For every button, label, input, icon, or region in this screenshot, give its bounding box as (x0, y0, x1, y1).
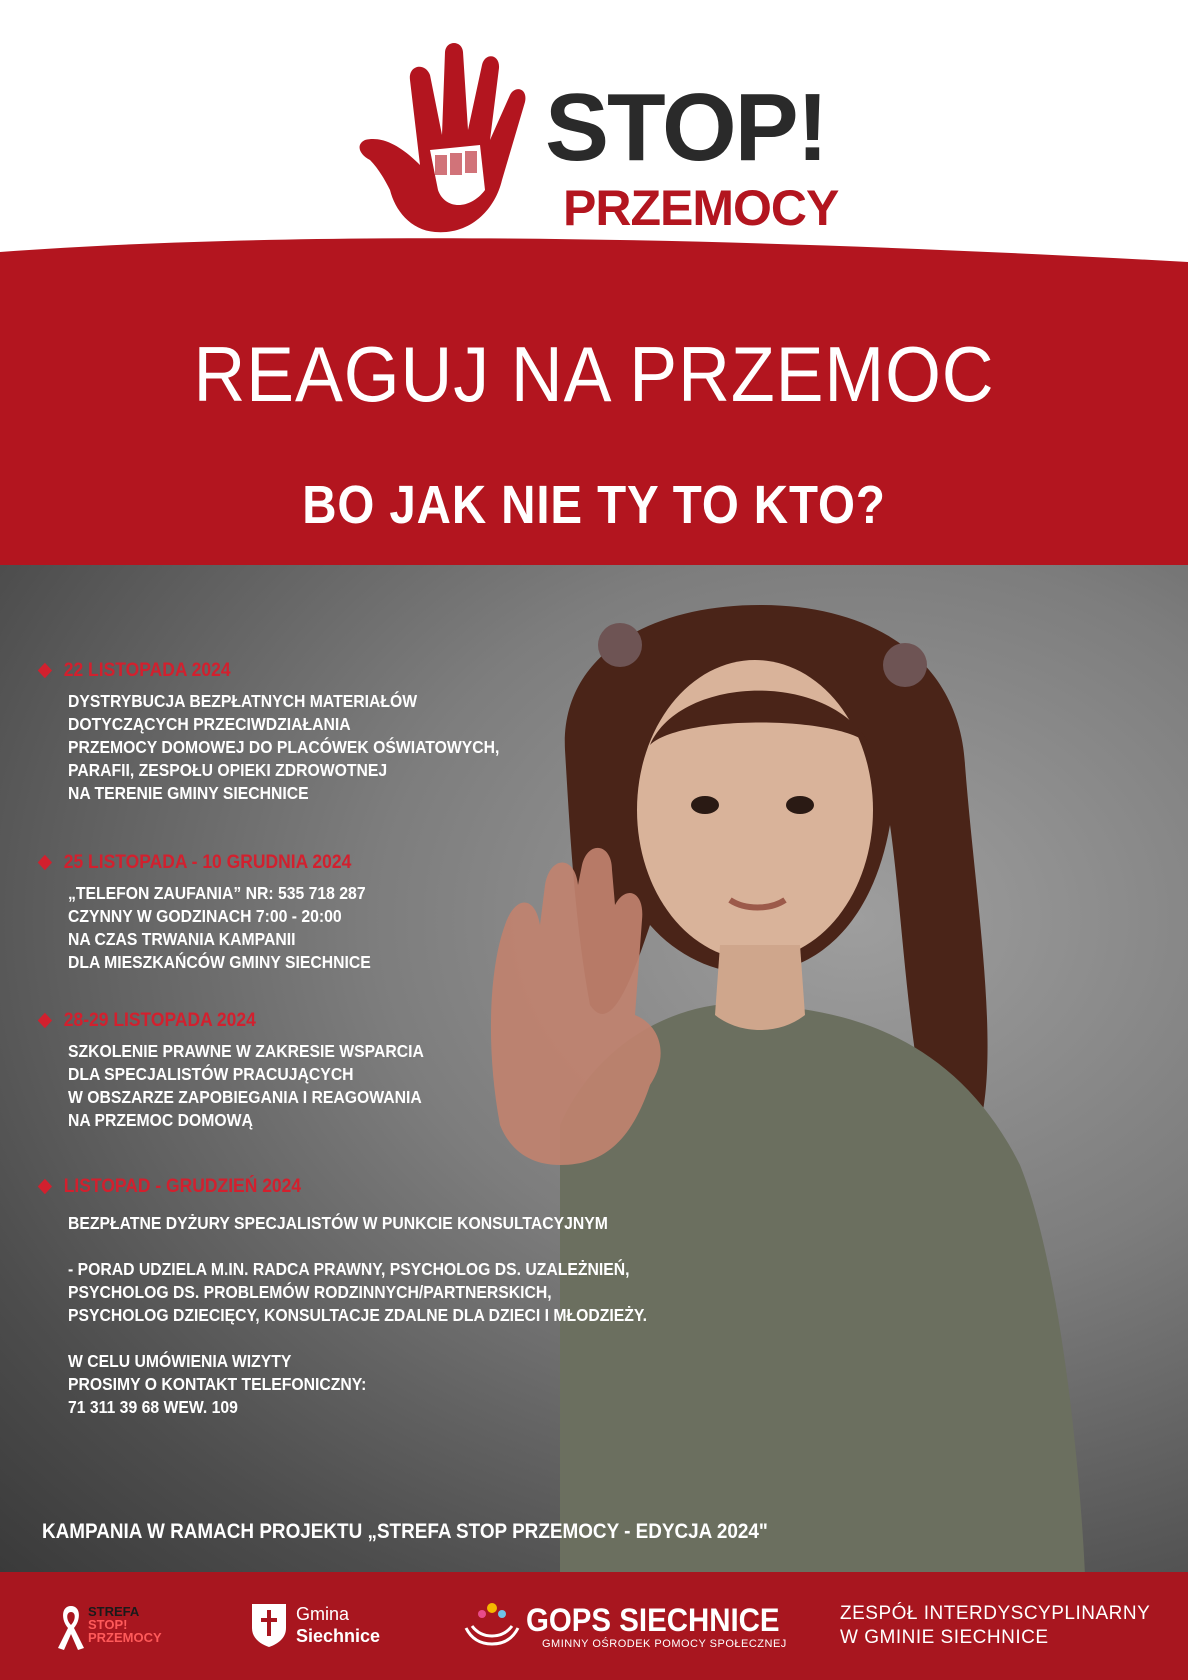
event-line: NA PRZEMOC DOMOWĄ (68, 1110, 253, 1130)
hand-with-fist-icon (350, 40, 540, 240)
event-date: 22 LISTOPADA 2024 (38, 660, 498, 682)
strefa-stop-przemocy-logo (56, 1602, 166, 1652)
event-date: 25 LISTOPADA - 10 GRUDNIA 2024 (38, 852, 406, 874)
event-line: SZKOLENIE PRAWNE W ZAKRESIE WSPARCIA (68, 1041, 424, 1061)
event-date: 28-29 LISTOPADA 2024 (38, 1010, 424, 1032)
headline: REAGUJ NA PRZEMOC (193, 330, 995, 418)
stop-przemocy-logo (350, 40, 870, 260)
gops-siechnice-logo (462, 1598, 787, 1658)
event-date: LISTOPAD - GRUDZIEŃ 2024 (38, 1176, 627, 1198)
diamond-bullet-icon (38, 1179, 52, 1195)
event-line: NA TERENIE GMINY SIECHNICE (68, 783, 309, 803)
coat-of-arms-icon (250, 1602, 288, 1648)
diamond-bullet-icon (38, 663, 52, 679)
event-item (38, 660, 538, 805)
awareness-ribbon-icon (56, 1602, 86, 1652)
zespol-interdyscyplinarny (840, 1602, 1160, 1650)
event-item (38, 852, 438, 974)
gmina-label: Gmina (296, 1604, 350, 1624)
event-description (68, 690, 538, 805)
contact-phone: 71 311 39 68 WEW. 109 (68, 1397, 238, 1417)
subheadline: BO JAK NIE TY TO KTO? (302, 475, 886, 535)
event-item (38, 1010, 458, 1132)
siechnice-label: Siechnice (296, 1626, 381, 1646)
strefa-przemocy-label: PRZEMOCY (88, 1630, 162, 1645)
event-line: - PORAD UDZIELA M.IN. RADCA PRAWNY, PSYCHOLOG DS. UZALEŻNIEŃ, (68, 1259, 630, 1279)
contact-line: PROSIMY O KONTAKT TELEFONICZNY: (68, 1374, 367, 1394)
gops-name: GOPS SIECHNICE (526, 1602, 780, 1638)
event-line: NA CZAS TRWANIA KAMPANII (68, 929, 296, 949)
event-line: DLA SPECJALISTÓW PRACUJĄCYCH (68, 1064, 354, 1084)
campaign-note: KAMPANIA W RAMACH PROJEKTU „STREFA STOP PRZEMOCY - EDYCJA 2024" (42, 1520, 768, 1543)
gops-subtitle: GMINNY OŚRODEK POMOCY SPOŁECZNEJ (542, 1638, 787, 1650)
gmina-siechnice-logo (250, 1602, 410, 1652)
event-line: DLA MIESZKAŃCÓW GMINY SIECHNICE (68, 952, 371, 972)
diamond-bullet-icon (38, 1013, 52, 1029)
event-line: DOTYCZĄCYCH PRZECIWDZIAŁANIA (68, 714, 351, 734)
footer-partners (0, 1572, 1188, 1680)
event-description (68, 1040, 458, 1132)
event-description (68, 882, 438, 974)
event-line: PRZEMOCY DOMOWEJ DO PLACÓWEK OŚWIATOWYCH, (68, 737, 500, 757)
event-line: PSYCHOLOG DZIECIĘCY, KONSULTACJE ZDALNE DLA DZIECI I MŁODZIEŻY. (68, 1305, 647, 1325)
event-line: „TELEFON ZAUFANIA” NR: 535 718 287 (68, 883, 366, 903)
event-line: CZYNNY W GODZINACH 7:00 - 20:00 (68, 906, 342, 926)
event-item (38, 1176, 678, 1419)
strefa-stop-label: STOP! (88, 1617, 128, 1632)
logo-przemocy-text: PRZEMOCY (563, 180, 839, 236)
event-description (68, 1212, 678, 1419)
event-line: BEZPŁATNE DYŻURY SPECJALISTÓW W PUNKCIE KONSULTACYJNYM (68, 1213, 608, 1233)
event-line: W OBSZARZE ZAPOBIEGANIA I REAGOWANIA (68, 1087, 422, 1107)
event-line: PSYCHOLOG DS. PROBLEMÓW RODZINNYCH/PARTNERSKICH, (68, 1282, 552, 1302)
logo-stop-text: STOP! (545, 74, 827, 181)
contact-line: W CELU UMÓWIENIA WIZYTY (68, 1351, 292, 1371)
strefa-label: STREFA (88, 1604, 140, 1619)
diamond-bullet-icon (38, 855, 52, 871)
event-line: PARAFII, ZESPOŁU OPIEKI ZDROWOTNEJ (68, 760, 388, 780)
zespol-line: ZESPÓŁ INTERDYSCYPLINARNY (840, 1603, 1151, 1624)
event-line: DYSTRYBUCJA BEZPŁATNYCH MATERIAŁÓW (68, 691, 418, 711)
zespol-line: W GMINIE SIECHNICE (840, 1627, 1049, 1648)
family-hands-icon (462, 1600, 522, 1650)
